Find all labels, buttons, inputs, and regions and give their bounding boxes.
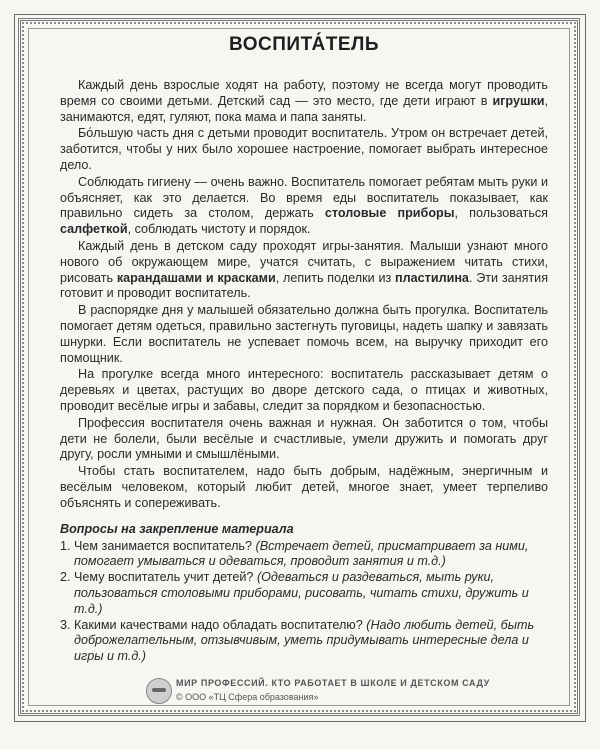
page-title: ВОСПИТА́ТЕЛЬ bbox=[229, 34, 379, 55]
bold-term: пластилина bbox=[395, 270, 469, 285]
question-item bbox=[60, 618, 548, 665]
paragraph-text: В распорядке дня у малышей обязательно должна быть прогулка. Воспитатель помогает детям одеться, правильно застегнуть пуговицы, надеть шапку и завязать шнурки. Если воспитатель не успевает помочь всем, на выручку приходит его помощник. bbox=[60, 303, 548, 365]
paragraph-text: , пользоваться bbox=[454, 206, 548, 221]
question-answer: (Встречает детей, присматривает за ними, помогает умываться и одеваться, проводит занятия и т.д.) bbox=[74, 538, 529, 569]
question-text: 3. Какими качествами надо обладать воспитателю? bbox=[60, 617, 367, 632]
paragraph-text: . Эти занятия готовит и проводит воспитатель. bbox=[60, 270, 549, 301]
question-item bbox=[60, 539, 548, 571]
article-paragraph bbox=[60, 367, 548, 414]
footer-copyright: © ООО «ТЦ Сфера образования» bbox=[176, 692, 319, 702]
paragraph-text: На прогулке всегда много интересного: воспитатель рассказывает детям о деревьях и цветах, растущих во дворе детского сада, о птицах и животных, проводит весёлые игры и забавы, следит за порядком и безопасностью. bbox=[60, 367, 548, 413]
paragraph-text: , соблюдать чистоту и порядок. bbox=[127, 222, 311, 237]
page-footer bbox=[146, 676, 566, 712]
bold-term: карандашами и красками bbox=[116, 270, 276, 285]
bold-term: игрушки bbox=[492, 93, 545, 108]
article-paragraph bbox=[60, 78, 548, 125]
questions-title: Вопросы на закрепление материала bbox=[60, 521, 294, 536]
paragraph-text: , занимаются, едят, гуляют, пока мама и папа заняты. bbox=[60, 93, 548, 124]
questions-list bbox=[60, 539, 548, 665]
paragraph-text: Профессия воспитателя очень важная и нужная. Он заботится о том, чтобы дети не болели, были весёлые и счастливые, умели дружить и помогать друг другу, росли умными и смышлёными. bbox=[60, 415, 548, 462]
paragraph-text: Каждый день в детском саду проходят игры-занятия. Малыши узнают много нового об окружающем мире, учатся считать, с выражением читать стихи, рисовать bbox=[60, 238, 548, 285]
sfera-logo-icon bbox=[146, 678, 172, 704]
bold-term: салфеткой bbox=[60, 222, 128, 237]
article-body bbox=[60, 78, 548, 512]
article-paragraph bbox=[60, 239, 548, 302]
article-paragraph bbox=[60, 464, 548, 511]
article-paragraph bbox=[60, 303, 548, 366]
question-text: 1. Чем занимается воспитатель? bbox=[60, 538, 256, 553]
question-item bbox=[60, 570, 548, 617]
article-paragraph bbox=[60, 175, 548, 238]
question-answer: (Надо любить детей, быть доброжелательным, отзывчивым, уметь придумывать интересные дела и игры и т.д.) bbox=[74, 617, 535, 664]
paragraph-text: , лепить поделки из bbox=[275, 270, 396, 285]
bold-term: столовые приборы bbox=[324, 206, 455, 221]
paragraph-text: Соблюдать гигиену — очень важно. Воспитатель помогает ребятам мыть руки и объясняет, как это делается. Во время еды воспитатель показывает, как правильно сидеть за столом, держать bbox=[60, 174, 548, 221]
page-content bbox=[60, 30, 548, 665]
paragraph-text: Бо́льшую часть дня с детьми проводит воспитатель. Утром он встречает детей, заботится, чтобы у них было хорошее настроение, помогает выбрать интересное дело. bbox=[60, 126, 548, 172]
article-paragraph bbox=[60, 416, 548, 463]
question-text: 2. Чему воспитатель учит детей? bbox=[60, 570, 257, 585]
footer-series-title: МИР ПРОФЕССИЙ. КТО РАБОТАЕТ В ШКОЛЕ И ДЕТСКОМ САДУ bbox=[176, 678, 490, 688]
paragraph-text: Чтобы стать воспитателем, надо быть добрым, надёжным, энергичным и весёлым человеком, который любит детей, многое знает, умеет терпеливо объяснять и сопереживать. bbox=[60, 464, 548, 510]
question-answer: (Одеваться и раздеваться, мыть руки, пользоваться столовыми приборами, рисовать, читать стихи, дружить и т.д.) bbox=[74, 570, 529, 616]
paragraph-text: Каждый день взрослые ходят на работу, поэтому не всегда могут проводить время со своими детьми. Детский сад — это место, где дети играют в bbox=[60, 78, 548, 108]
article-paragraph bbox=[60, 126, 548, 173]
